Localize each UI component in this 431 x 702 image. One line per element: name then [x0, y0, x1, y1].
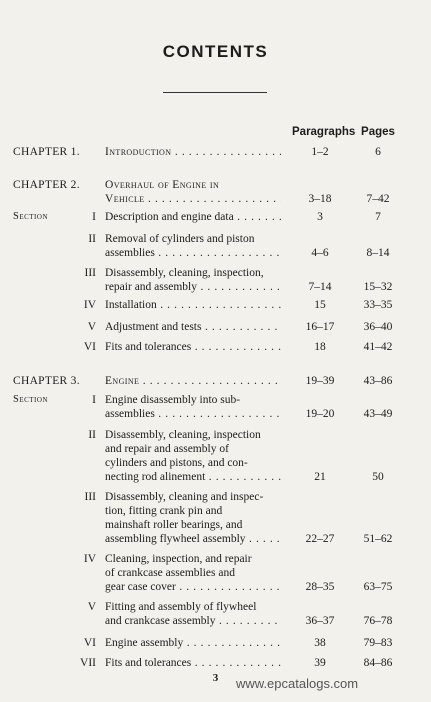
page-title: CONTENTS — [162, 42, 269, 61]
title-rule — [163, 92, 267, 93]
toc-entry-line: Fits and tolerances . . . — [105, 340, 281, 354]
pages-value: 76–78 — [363, 615, 393, 627]
paragraphs-value: 39 — [314, 657, 326, 669]
paragraphs-value: 19–20 — [305, 408, 335, 420]
toc-entry-line: Adjustment and tests . . . — [105, 320, 281, 334]
paragraphs-value: 18 — [314, 341, 326, 353]
paragraphs-value: 28–35 — [305, 581, 335, 593]
toc-entry-line: Installation . . . — [105, 298, 281, 312]
chapter-label: CHAPTER 2. — [13, 179, 80, 191]
paragraphs-value: 3–18 — [308, 193, 332, 205]
toc-entry-line: Introduction . . . — [105, 145, 281, 159]
section-number: V — [87, 321, 96, 333]
paragraphs-value: 4–6 — [311, 247, 329, 259]
section-number: I — [92, 394, 96, 406]
pages-value: 8–14 — [366, 247, 390, 259]
section-number: VII — [80, 657, 96, 669]
toc-entry-line: Cleaning, inspection, and repair — [105, 553, 252, 565]
toc-entry-line: Engine disassembly into sub- — [105, 394, 241, 406]
section-number: VI — [83, 341, 96, 353]
section-number: III — [84, 491, 96, 503]
toc-entry-line: assemblies . . . — [105, 407, 281, 421]
watermark: www.epcatalogs.com — [236, 676, 359, 691]
section-number: IV — [83, 553, 96, 565]
toc-entry-line: Vehicle . . . — [105, 192, 281, 206]
pages-value: 43–86 — [363, 375, 393, 387]
toc-entry-line: Disassembly, cleaning, inspection — [105, 429, 261, 441]
chapter-label: CHAPTER 3. — [13, 375, 80, 387]
section-number: III — [84, 267, 96, 279]
toc-entry-line: necting rod alinement . . . — [105, 470, 281, 484]
toc-entry-line: and repair and assembly of — [105, 443, 229, 455]
pages-value: 79–83 — [363, 637, 393, 649]
section-number: II — [88, 429, 96, 441]
paragraphs-value: 1–2 — [311, 146, 329, 158]
pages-value: 36–40 — [363, 321, 393, 333]
chapter-label: CHAPTER 1. — [13, 146, 80, 158]
paragraphs-value: 15 — [314, 299, 326, 311]
toc-entry-line: Disassembly, cleaning, inspection, — [105, 267, 264, 279]
pages-value: 84–86 — [363, 657, 393, 669]
paragraphs-value: 22–27 — [305, 533, 335, 545]
page-number: 3 — [212, 672, 219, 684]
pages-value: 6 — [375, 146, 381, 158]
toc-entry-line: mainshaft roller bearings, and — [105, 519, 243, 531]
toc-entry-line: repair and assembly . . . — [105, 280, 281, 294]
section-label: Section — [13, 211, 49, 222]
paragraphs-value: 38 — [314, 637, 326, 649]
toc-entry-line: gear case cover . . . — [105, 580, 281, 594]
section-number: I — [92, 211, 96, 223]
section-number: V — [87, 601, 96, 613]
section-number: II — [88, 233, 96, 245]
toc-entry-line: assembling flywheel assembly . . . — [105, 532, 281, 546]
section-label: Section — [13, 394, 49, 405]
toc-entry-line: Fits and tolerances . . . — [105, 656, 281, 670]
section-number: IV — [83, 299, 96, 311]
pages-value: 50 — [372, 471, 384, 483]
pages-value: 41–42 — [363, 341, 393, 353]
pages-column-header: Pages — [361, 126, 395, 138]
toc-entry-line: and crankcase assembly . . . — [105, 614, 281, 628]
toc-entry-line: Removal of cylinders and piston — [105, 233, 255, 245]
toc-entry-line: Engine . . . — [105, 374, 281, 388]
paragraphs-value: 21 — [314, 471, 326, 483]
paragraphs-value: 7–14 — [308, 281, 332, 293]
paragraphs-value: 3 — [317, 211, 323, 223]
toc-entry-line: Engine assembly . . . — [105, 636, 281, 650]
toc-entry-line: tion, fitting crank pin and — [105, 505, 223, 517]
pages-value: 51–62 — [363, 533, 393, 545]
section-number: VI — [83, 637, 96, 649]
toc-entry-line: Description and engine data . . . — [105, 210, 281, 224]
pages-value: 63–75 — [363, 581, 393, 593]
pages-value: 33–35 — [363, 299, 393, 311]
pages-value: 15–32 — [363, 281, 393, 293]
paragraphs-value: 19–39 — [305, 375, 335, 387]
pages-value: 7–42 — [366, 193, 390, 205]
paragraphs-value: 16–17 — [305, 321, 335, 333]
toc-entry-line: cylinders and pistons, and con- — [105, 457, 248, 469]
toc-entry-line: of crankcase assemblies and — [105, 567, 235, 579]
toc-entry-line: Disassembly, cleaning and inspec- — [105, 491, 264, 503]
toc-entry-line: Fitting and assembly of flywheel — [105, 601, 257, 613]
toc-entry-line: Overhaul of Engine in — [105, 179, 220, 191]
paragraphs-value: 36–37 — [305, 615, 335, 627]
pages-value: 7 — [375, 211, 381, 223]
toc-entry-line: assemblies . . . — [105, 246, 281, 260]
pages-value: 43–49 — [363, 408, 393, 420]
paragraphs-column-header: Paragraphs — [292, 126, 356, 138]
